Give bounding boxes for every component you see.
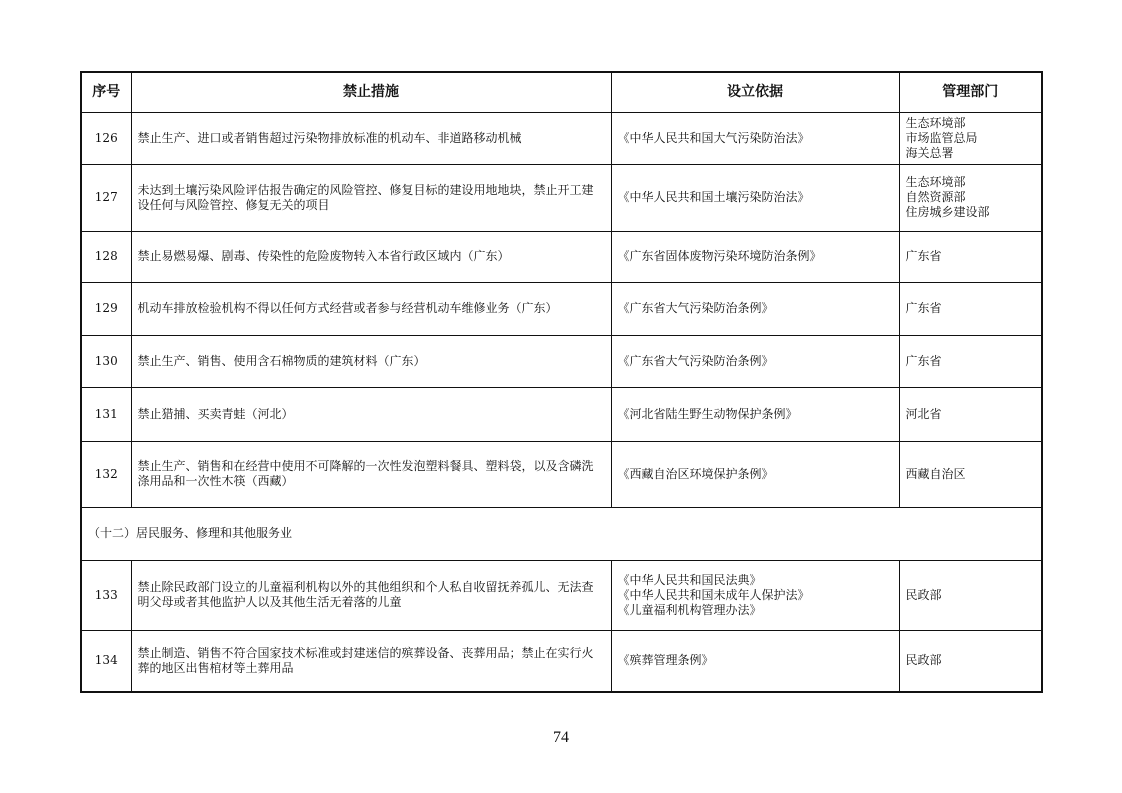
cell-no: 126: [81, 112, 131, 164]
table-body-a: [81, 112, 1042, 507]
basis-line: 《河北省陆生野生动物保护条例》: [617, 406, 798, 421]
cell-dept: [899, 335, 1042, 387]
cell-dept: [899, 164, 1042, 231]
basis-line: 《殡葬管理条例》: [617, 653, 714, 668]
cell-measure: 禁止除民政部门设立的儿童福利机构以外的其他组织和个人私自收留抚养孤儿、无法查明父母或者其他监护人以及其他生活无着落的儿童: [131, 560, 611, 630]
cell-dept: [899, 560, 1042, 630]
table-row: [81, 164, 1042, 231]
basis-line: 《中华人民共和国土壤污染防治法》: [617, 190, 810, 204]
dept-line: 广东省: [905, 301, 942, 315]
table-row: [81, 231, 1042, 282]
dept-line: 西藏自治区: [905, 466, 966, 481]
dept-line: 民政部: [905, 587, 942, 602]
cell-measure: 未达到土壤污染风险评估报告确定的风险管控、修复目标的建设用地地块，禁止开工建设任何与风险管控、修复无关的项目: [131, 164, 611, 231]
cell-measure: 机动车排放检验机构不得以任何方式经营或者参与经营机动车维修业务（广东）: [131, 282, 611, 335]
page-number: 74: [553, 729, 569, 746]
cell-measure: 禁止制造、销售不符合国家技术标准或封建迷信的殡葬设备、丧葬用品；禁止在实行火葬的地区出售棺材等土葬用品: [131, 630, 611, 692]
table-body-b: [81, 560, 1042, 692]
table-header-row: [81, 72, 1042, 112]
basis-line: 《广东省大气污染防治条例》: [617, 353, 774, 368]
dept-line: 广东省: [905, 249, 942, 263]
cell-no: 132: [81, 441, 131, 507]
cell-basis: [611, 112, 899, 164]
dept-line: 海关总署: [905, 145, 954, 160]
dept-line: 河北省: [905, 406, 942, 421]
cell-basis: [611, 164, 899, 231]
cell-no: 128: [81, 231, 131, 282]
cell-basis: [611, 560, 899, 630]
cell-dept: [899, 441, 1042, 507]
header-basis: 设立依据: [611, 72, 899, 112]
dept-line: 市场监管总局: [905, 130, 978, 145]
cell-measure: 禁止猎捕、买卖青蛙（河北）: [131, 387, 611, 441]
cell-basis: [611, 335, 899, 387]
cell-basis: [611, 282, 899, 335]
dept-line: 住房城乡建设部: [905, 205, 990, 219]
section-title: （十二）居民服务、修理和其他服务业: [81, 507, 1042, 560]
dept-line: 生态环境部: [905, 175, 966, 189]
cell-no: 131: [81, 387, 131, 441]
table-row: [81, 560, 1042, 630]
cell-no: 129: [81, 282, 131, 335]
basis-line: 《广东省大气污染防治条例》: [617, 301, 774, 315]
cell-no: 127: [81, 164, 131, 231]
header-no: 序号: [81, 72, 131, 112]
cell-no: 133: [81, 560, 131, 630]
cell-dept: [899, 282, 1042, 335]
dept-line: 自然资源部: [905, 190, 966, 204]
cell-basis: [611, 231, 899, 282]
cell-basis: [611, 630, 899, 692]
cell-basis: [611, 441, 899, 507]
cell-basis: [611, 387, 899, 441]
table-row: [81, 441, 1042, 507]
table-row: [81, 387, 1042, 441]
cell-dept: [899, 387, 1042, 441]
table-row: [81, 112, 1042, 164]
table-row: [81, 630, 1042, 692]
cell-measure: 禁止易燃易爆、剧毒、传染性的危险废物转入本省行政区域内（广东）: [131, 231, 611, 282]
basis-line: 《儿童福利机构管理办法》: [617, 602, 762, 617]
cell-measure: 禁止生产、进口或者销售超过污染物排放标准的机动车、非道路移动机械: [131, 112, 611, 164]
header-dept: 管理部门: [899, 72, 1042, 112]
basis-line: 《西藏自治区环境保护条例》: [617, 466, 774, 481]
prohibition-table: [80, 71, 1043, 693]
dept-line: 广东省: [905, 353, 942, 368]
header-measure: 禁止措施: [131, 72, 611, 112]
cell-dept: [899, 231, 1042, 282]
basis-line: 《中华人民共和国民法典》: [617, 572, 762, 587]
basis-line: 《中华人民共和国未成年人保护法》: [617, 587, 810, 602]
section-row: [81, 507, 1042, 560]
cell-measure: 禁止生产、销售、使用含石棉物质的建筑材料（广东）: [131, 335, 611, 387]
dept-line: 民政部: [905, 653, 942, 668]
cell-no: 134: [81, 630, 131, 692]
dept-line: 生态环境部: [905, 115, 966, 130]
cell-dept: [899, 630, 1042, 692]
table-row: [81, 335, 1042, 387]
cell-no: 130: [81, 335, 131, 387]
basis-line: 《中华人民共和国大气污染防治法》: [617, 130, 810, 145]
basis-line: 《广东省固体废物污染环境防治条例》: [617, 249, 822, 263]
cell-measure: 禁止生产、销售和在经营中使用不可降解的一次性发泡塑料餐具、塑料袋，以及含磷洗涤用品和一次性木筷（西藏）: [131, 441, 611, 507]
cell-dept: [899, 112, 1042, 164]
table-row: [81, 282, 1042, 335]
